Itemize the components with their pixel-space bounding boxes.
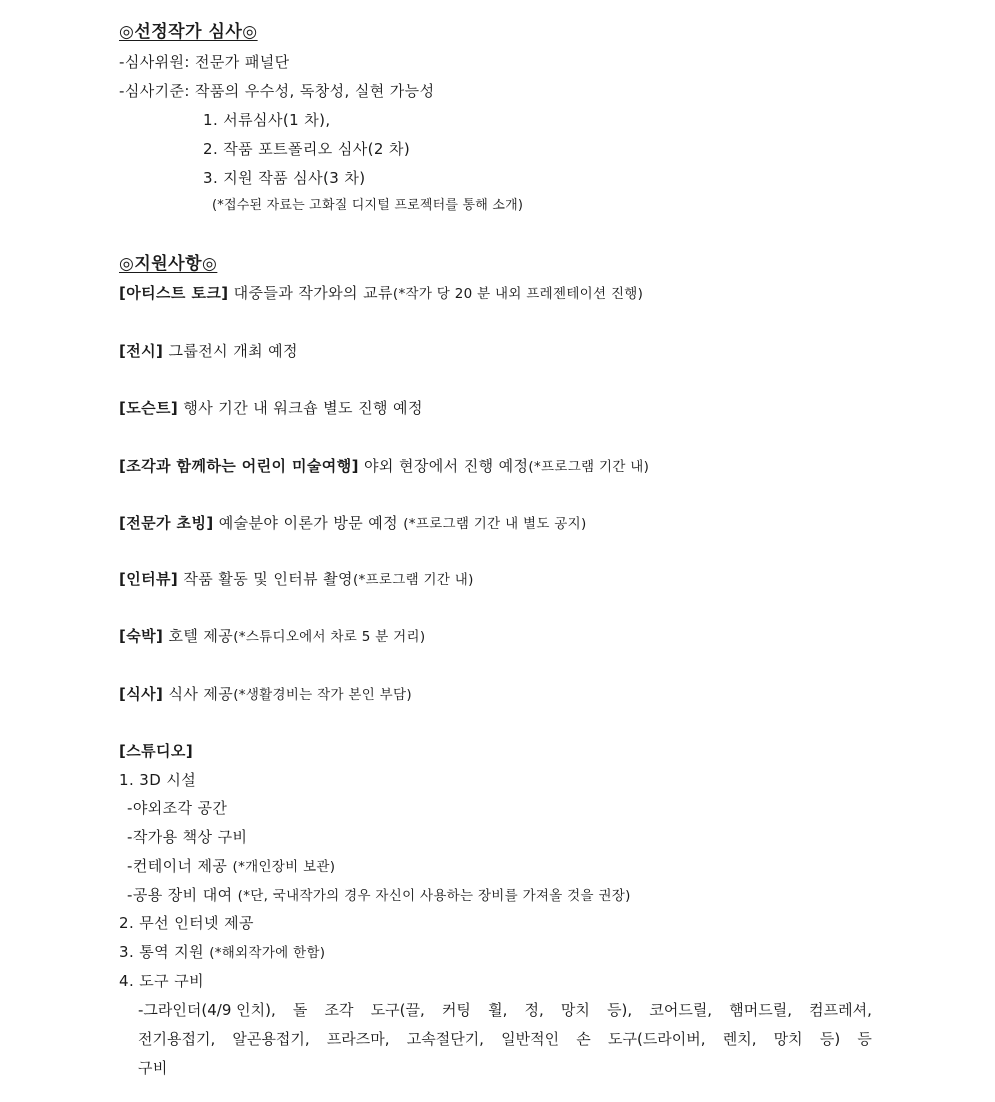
studio-facility-item: -작가용 책상 구비 — [127, 828, 248, 846]
support-item-label: [인터뷰] — [119, 570, 179, 588]
review-section-title: ◎선정작가 심사◎ — [119, 22, 258, 42]
support-item-meals — [119, 684, 412, 705]
tools-word: 조각 — [324, 1001, 354, 1019]
tools-word: -그라인더(4/9 인치), — [138, 1001, 276, 1019]
support-item-note: (*프로그램 기간 내) — [528, 459, 650, 475]
studio-tools-title: 4. 도구 구비 — [119, 972, 205, 990]
tools-word: 프라즈마, — [326, 1030, 390, 1048]
tools-word: 정, — [524, 1001, 544, 1019]
tools-word: 도구(드라이버, — [607, 1030, 706, 1048]
support-item-text: 호텔 제공 — [168, 627, 234, 645]
support-item-text: 예술분야 이론가 방문 예정 — [218, 514, 399, 532]
studio-facility-text: -공용 장비 대여 — [127, 886, 233, 904]
support-item-label: [도슨트] — [119, 399, 179, 417]
studio-translation-text: 3. 통역 지원 — [119, 943, 205, 961]
review-step-1: 1. 서류심사(1 차), — [203, 111, 331, 129]
tools-word: 도구(끌, — [370, 1001, 425, 1019]
studio-tools-line-3: 구비 — [138, 1059, 168, 1077]
support-item-label: [전문가 초빙] — [119, 514, 214, 532]
tools-word: 망치 — [560, 1001, 590, 1019]
support-item-label: [식사] — [119, 685, 164, 703]
studio-facility-item — [127, 885, 631, 906]
tools-word: 등 — [857, 1030, 872, 1048]
support-item-note: (*생활경비는 작가 본인 부담) — [233, 687, 412, 703]
studio-tools-line-2 — [138, 1029, 872, 1049]
studio-facility-item — [127, 856, 335, 877]
support-item-text: 작품 활동 및 인터뷰 촬영 — [183, 570, 353, 588]
tools-word: 고속절단기, — [406, 1030, 484, 1048]
support-item-text: 대중들과 작가와의 교류 — [233, 284, 393, 302]
support-item-text: 행사 기간 내 워크숍 별도 진행 예정 — [183, 399, 423, 417]
tools-word: 망치 — [773, 1030, 803, 1048]
support-item-text: 식사 제공 — [168, 685, 234, 703]
support-item-note: (*프로그램 기간 내) — [352, 572, 474, 588]
support-section-title: ◎지원사항◎ — [119, 254, 218, 274]
support-item-label: [전시] — [119, 342, 164, 360]
support-item-expert-invite — [119, 513, 587, 534]
review-step-3: 3. 지원 작품 심사(3 차) — [203, 169, 366, 187]
review-criteria: -심사기준: 작품의 우수성, 독창성, 실현 가능성 — [119, 82, 435, 100]
tools-word: 코어드릴, — [649, 1001, 713, 1019]
support-item-label: [아티스트 토크] — [119, 284, 229, 302]
support-item-interview — [119, 569, 474, 590]
support-item-note: (*프로그램 기간 내 별도 공지) — [403, 516, 587, 532]
studio-internet: 2. 무선 인터넷 제공 — [119, 914, 254, 932]
support-item-note: (*작가 당 20 분 내외 프레젠테이션 진행) — [392, 286, 644, 302]
tools-word: 컴프레셔, — [809, 1001, 872, 1019]
tools-word: 렌치, — [722, 1030, 757, 1048]
support-item-exhibition — [119, 341, 298, 361]
review-note: (*접수된 자료는 고화질 디지털 프로젝터를 통해 소개) — [212, 198, 524, 213]
studio-facility-text: -컨테이너 제공 — [127, 857, 228, 875]
studio-facility-item: -야외조각 공간 — [127, 799, 228, 817]
support-item-note: (*스튜디오에서 차로 5 분 거리) — [233, 629, 426, 645]
support-item-kids-art-trip — [119, 456, 649, 477]
studio-translation-note: (*해외작가에 한함) — [209, 945, 326, 961]
support-item-label: [조각과 함께하는 어린이 미술여행] — [119, 457, 359, 475]
review-step-2: 2. 작품 포트폴리오 심사(2 차) — [203, 140, 411, 158]
tools-word: 돌 — [292, 1001, 308, 1019]
tools-word: 손 — [576, 1030, 591, 1048]
support-item-text: 그룹전시 개최 예정 — [168, 342, 298, 360]
support-item-text: 야외 현장에서 진행 예정 — [364, 457, 529, 475]
tools-word: 휠, — [488, 1001, 508, 1019]
studio-label: [스튜디오] — [119, 742, 194, 760]
support-item-label: [숙박] — [119, 627, 164, 645]
studio-facility-note: (*개인장비 보관) — [232, 859, 336, 875]
studio-facility-note: (*단, 국내작가의 경우 자신이 사용하는 장비를 가져올 것을 권장) — [237, 888, 631, 904]
tools-word: 알곤용접기, — [232, 1030, 310, 1048]
tools-word: 등) — [819, 1030, 841, 1048]
studio-translation — [119, 942, 325, 963]
review-judges: -심사위원: 전문가 패널단 — [119, 53, 290, 71]
studio-tools-line-1 — [138, 1000, 872, 1020]
tools-word: 햄머드릴, — [729, 1001, 792, 1019]
support-item-docent — [119, 398, 423, 418]
tools-word: 전기용접기, — [138, 1030, 216, 1048]
tools-word: 등), — [607, 1001, 633, 1019]
tools-word: 일반적인 — [501, 1030, 560, 1048]
tools-word: 커팅 — [441, 1001, 471, 1019]
support-item-artist-talk — [119, 283, 643, 304]
support-item-lodging — [119, 626, 425, 647]
studio-facility-title: 1. 3D 시설 — [119, 771, 197, 789]
